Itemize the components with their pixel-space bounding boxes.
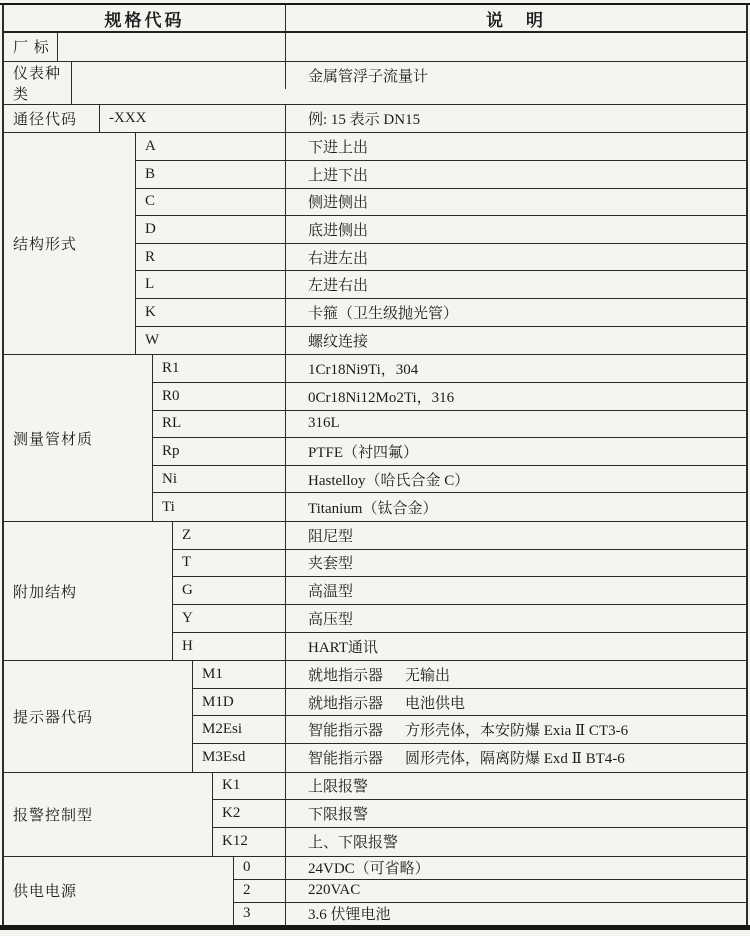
desc-cell: Hastelloy（哈氏合金 C） bbox=[308, 472, 470, 489]
desc-cell: 金属管浮子流量计 bbox=[308, 68, 429, 85]
code-cell: R0 bbox=[153, 383, 286, 410]
table-row bbox=[153, 411, 746, 439]
table-row bbox=[173, 550, 746, 578]
desc-cell: 下进上出 bbox=[308, 140, 369, 157]
table-row bbox=[234, 903, 746, 925]
code-cell: H bbox=[173, 633, 286, 661]
desc-cell: 下限报警 bbox=[308, 807, 369, 824]
table-row bbox=[136, 216, 746, 244]
table-row bbox=[234, 880, 746, 903]
code-cell: M2Esi bbox=[193, 716, 286, 743]
code-cell: W bbox=[136, 327, 286, 355]
code-cell: M1 bbox=[193, 661, 286, 688]
table-row bbox=[173, 522, 746, 550]
desc-cell: PTFE（衬四氟） bbox=[308, 444, 419, 461]
table-row bbox=[213, 828, 746, 856]
code-cell: 0 bbox=[234, 857, 286, 879]
code-cell: A bbox=[136, 133, 286, 160]
desc-part-1: 就地指示器 bbox=[308, 695, 384, 712]
desc-cell bbox=[286, 33, 746, 61]
table-row bbox=[153, 383, 746, 411]
table-row bbox=[136, 327, 746, 355]
code-cell: L bbox=[136, 271, 286, 298]
section-label-indicator-code: 提示器代码 bbox=[4, 661, 193, 772]
section-structure-form bbox=[4, 133, 746, 355]
section-power-supply bbox=[4, 857, 746, 926]
desc-cell bbox=[286, 744, 746, 772]
table-row bbox=[100, 105, 746, 133]
table-row bbox=[213, 773, 746, 801]
section-label-structure-form: 结构形式 bbox=[4, 133, 136, 354]
table-row bbox=[136, 133, 746, 161]
header-description: 说 明 bbox=[486, 10, 546, 30]
table-row bbox=[173, 577, 746, 605]
desc-part-1: 智能指示器 bbox=[308, 751, 384, 768]
desc-cell: 例: 15 表示 DN15 bbox=[308, 111, 421, 128]
code-cell: 2 bbox=[234, 880, 286, 902]
desc-cell: 侧进侧出 bbox=[308, 195, 369, 212]
section-diameter-code bbox=[4, 105, 746, 134]
desc-cell bbox=[286, 689, 746, 716]
code-cell: B bbox=[136, 161, 286, 188]
code-cell: T bbox=[173, 550, 286, 577]
section-additional-structure bbox=[4, 522, 746, 661]
code-cell: G bbox=[173, 577, 286, 604]
table-header-row bbox=[4, 5, 746, 33]
code-cell: Ni bbox=[153, 466, 286, 493]
section-label-alarm-control-type: 报警控制型 bbox=[4, 773, 213, 856]
section-alarm-control-type bbox=[4, 773, 746, 857]
table-row bbox=[153, 438, 746, 466]
table-row bbox=[213, 800, 746, 828]
desc-cell: 夹套型 bbox=[308, 556, 354, 573]
desc-cell: HART通讯 bbox=[308, 639, 378, 656]
code-cell: K bbox=[136, 299, 286, 326]
desc-cell: 0Cr18Ni12Mo2Ti，316 bbox=[308, 389, 455, 406]
desc-cell: 阻尼型 bbox=[308, 528, 354, 545]
table-row bbox=[153, 355, 746, 383]
desc-cell: 316L bbox=[308, 415, 340, 432]
code-cell: K1 bbox=[213, 773, 286, 800]
section-label-factory-mark: 厂 标 bbox=[4, 33, 58, 61]
code-cell: Rp bbox=[153, 438, 286, 465]
desc-part-2: 无输出 bbox=[405, 667, 451, 684]
code-cell: K12 bbox=[213, 828, 286, 856]
code-cell bbox=[72, 62, 286, 90]
desc-cell: 1Cr18Ni9Ti，304 bbox=[308, 362, 419, 379]
spec-code-table bbox=[2, 5, 748, 925]
table-row bbox=[136, 271, 746, 299]
desc-cell: Titanium（钛合金） bbox=[308, 500, 438, 517]
section-instrument-type bbox=[4, 62, 746, 105]
table-row bbox=[193, 716, 746, 744]
code-cell: 3 bbox=[234, 903, 286, 925]
code-cell bbox=[58, 33, 286, 61]
desc-part-1: 智能指示器 bbox=[308, 723, 384, 740]
table-row bbox=[193, 744, 746, 772]
desc-cell: 螺纹连接 bbox=[308, 333, 369, 350]
desc-cell: 左进右出 bbox=[308, 278, 369, 295]
desc-cell: 右进左出 bbox=[308, 250, 369, 267]
desc-cell bbox=[286, 661, 746, 688]
table-row bbox=[58, 33, 746, 61]
table-bottom-border bbox=[0, 925, 750, 930]
table-row bbox=[136, 161, 746, 189]
table-row bbox=[136, 299, 746, 327]
desc-cell: 高压型 bbox=[308, 611, 354, 628]
section-label-additional-structure: 附加结构 bbox=[4, 522, 173, 660]
code-cell: RL bbox=[153, 411, 286, 438]
desc-cell: 高温型 bbox=[308, 584, 354, 601]
code-cell: R bbox=[136, 244, 286, 271]
table-row bbox=[193, 689, 746, 717]
desc-cell: 上、下限报警 bbox=[308, 835, 399, 852]
code-cell: M3Esd bbox=[193, 744, 286, 772]
desc-cell: 上进下出 bbox=[308, 167, 369, 184]
code-cell: -XXX bbox=[100, 105, 286, 133]
section-label-tube-material: 测量管材质 bbox=[4, 355, 153, 521]
table-row bbox=[153, 466, 746, 494]
code-cell: C bbox=[136, 189, 286, 216]
section-label-diameter-code: 通径代码 bbox=[4, 105, 100, 133]
desc-cell bbox=[286, 716, 746, 743]
table-row bbox=[136, 244, 746, 272]
desc-cell: 220VAC bbox=[308, 882, 361, 899]
code-cell: K2 bbox=[213, 800, 286, 827]
table-row bbox=[153, 493, 746, 521]
code-cell: R1 bbox=[153, 355, 286, 382]
desc-part-1: 就地指示器 bbox=[308, 667, 384, 684]
desc-cell: 上限报警 bbox=[308, 779, 369, 796]
desc-cell: 卡箍（卫生级抛光管） bbox=[308, 305, 459, 322]
code-cell: M1D bbox=[193, 689, 286, 716]
header-spec-code: 规格代码 bbox=[4, 5, 286, 31]
section-indicator-code bbox=[4, 661, 746, 773]
desc-part-2: 电池供电 bbox=[405, 695, 466, 712]
section-label-instrument-type: 仪表种类 bbox=[4, 62, 72, 104]
desc-cell: 3.6 伏锂电池 bbox=[308, 907, 391, 924]
section-factory-mark bbox=[4, 33, 746, 62]
section-tube-material bbox=[4, 355, 746, 522]
code-cell: Y bbox=[173, 605, 286, 632]
table-row bbox=[173, 605, 746, 633]
code-cell: Z bbox=[173, 522, 286, 549]
section-label-power-supply: 供电电源 bbox=[4, 857, 234, 926]
desc-cell: 底进侧出 bbox=[308, 222, 369, 239]
desc-part-2: 圆形壳体，隔离防爆 Exd Ⅱ BT4-6 bbox=[405, 751, 625, 768]
table-row bbox=[173, 633, 746, 661]
table-row bbox=[234, 857, 746, 880]
table-row bbox=[72, 62, 746, 90]
desc-part-2: 方形壳体，本安防爆 Exia Ⅱ CT3-6 bbox=[405, 723, 629, 740]
desc-cell: 24VDC（可省略） bbox=[308, 861, 430, 878]
code-cell: Ti bbox=[153, 493, 286, 521]
code-cell: D bbox=[136, 216, 286, 243]
table-row bbox=[136, 189, 746, 217]
table-row bbox=[193, 661, 746, 689]
